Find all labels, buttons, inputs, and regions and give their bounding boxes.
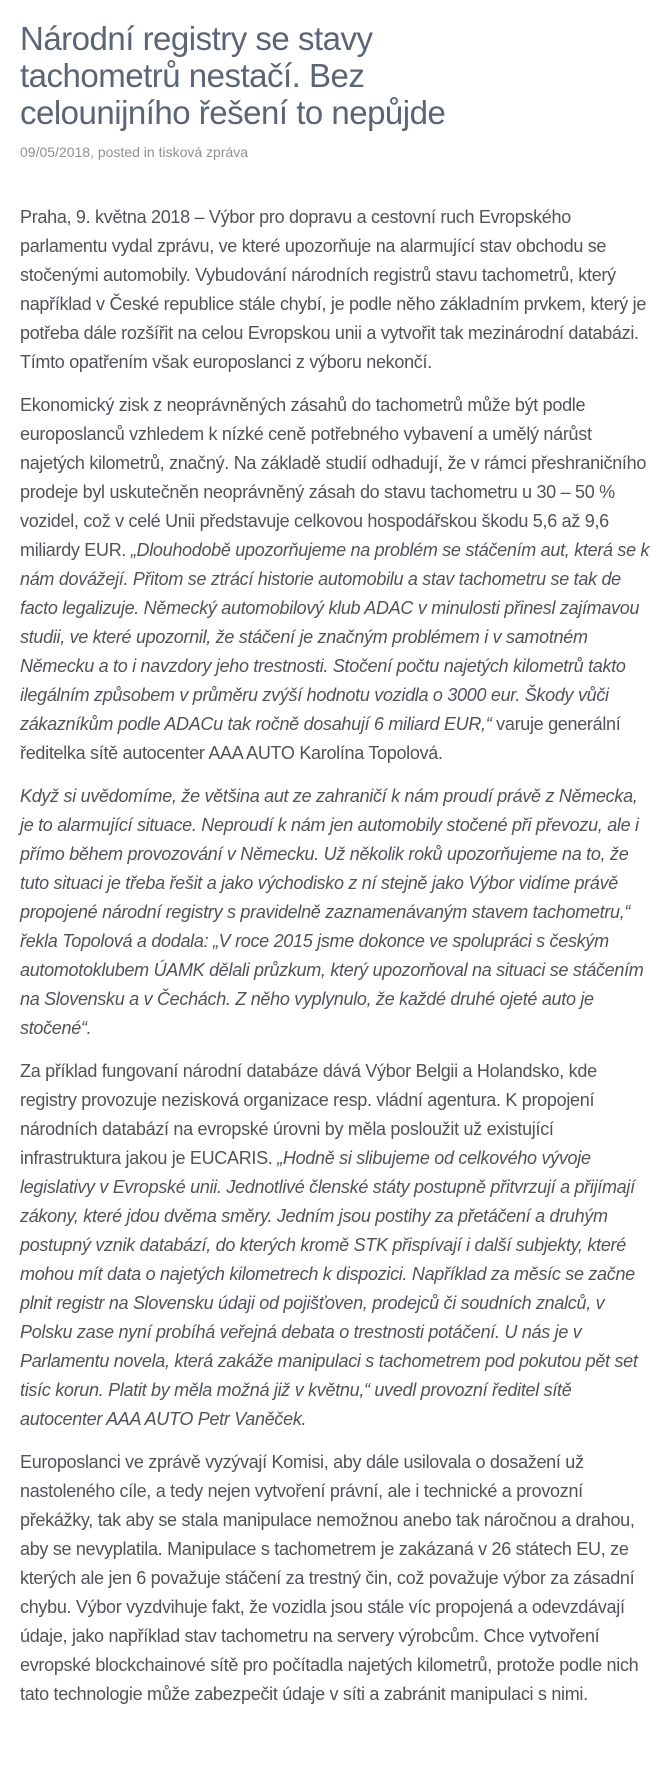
paragraph-text: Europoslanci ve zprávě vyzývají Komisi, aby dále usilovala o dosažení už nastoleného cíle, a tedy nejen vytvoření právní, ale i technické a provozní překážky, tak aby se stala manipulace nemožnou anebo tak náročnou a drahou, aby se nevyplatila. Manipulace s tachometrem je zakázaná v 26 státech EU, ze kterých ale jen 6 považuje stáčení za trestný čin, což považuje výbor za zásadní chybu. Výbor vyzdvihuje fakt, že vozidla jsou stále víc propojená a odevzdávají údaje, jako například stav tachometru na servery výrobcům. Chce vytvoření evropské blockchainové sítě pro počítadla najetých kilometrů, protože podle nich tato technologie může zabezpečit údaje v síti a zabránit manipulaci s nimi. xyxy=(20,1452,639,1704)
post-date: 09/05/2018 xyxy=(20,144,91,160)
page-title-line: celounijního řešení to nepůjde xyxy=(20,94,446,131)
article-paragraph xyxy=(20,1057,650,1434)
page-title xyxy=(20,20,650,131)
paragraph-text: Praha, 9. května 2018 – Výbor pro dopravu a cestovní ruch Evropského parlamentu vydal zprávu, ve které upozorňuje na alarmující stav obchodu se stočenými automobily. Vybudování národních registrů stavu tachometrů, který například v České republice stále chybí, je podle něho základním prvkem, který je potřeba dále rozšířit na celou Evropskou unii a vytvořit tak mezinárodní databázi. Tímto opatřením však europoslanci z výboru nekončí. xyxy=(20,207,647,372)
quote-text: „Hodně si slibujeme od celkového vývoje legislativy v Evropské unii. Jednotlivé členské státy postupně přitvrzují a přijímají zákony, které jdou dvěma směry. Jedním jsou postihy za přetáčení a druhým postupný vznik databází, do kterých kromě STK přispívají i další subjekty, které mohou mít data o najetých kilometrech k dispozici. Například za měsíc se začne plnit registr na Slovensku údaji od pojišťoven, prodejců či soudních znalců, v Polsku zase nyní probíhá veřejná debata o trestnosti potáčení. U nás je v Parlamentu novela, která zakáže manipulaci s tachometrem pod pokutou pět set tisíc korun. Platit by měla možná již v květnu,“ uvedl provozní ředitel sítě autocenter AAA AUTO Petr Vaněček. xyxy=(20,1148,638,1429)
paragraph-text: Ekonomický zisk z neoprávněných zásahů do tachometrů může být podle europoslanců vzhledem k nízké ceně potřebného vybavení a umělý nárůst najetých kilometrů, značný. Na základě studií odhadují, že v rámci přeshraničního prodeje byl uskutečněn neoprávněný zásah do stavu tachometru u 30 – 50 % vozidel, což v celé Unii představuje celkovou hospodářskou škodu 5,6 až 9,6 miliardy EUR. xyxy=(20,395,647,560)
quote-text: „Dlouhodobě upozorňujeme na problém se stáčením aut, která se k nám dovážejí. Přitom se ztrácí historie automobilu a stav tachometru se tak de facto legalizuje. Německý automobilový klub ADAC v minulosti přinesl zajímavou studii, ve které upozornil, že stáčení je značným problémem i v samotném Německu a to i navzdory jeho trestnosti. Stočení počtu najetých kilometrů takto ilegálním způsobem v průměru zvýší hodnotu vozidla o 3000 eur. Škody vůči zákazníkům podle ADACu tak ročně dosahují 6 miliard EUR,“ xyxy=(20,540,650,734)
post-meta xyxy=(20,143,650,161)
article-body xyxy=(20,203,650,1709)
paragraph-text: Za příklad fungovaní národní databáze dává Výbor Belgii a Holandsko, kde registry provozuje nezisková organizace resp. vládní agentura. K propojení národních databází na evropské úrovni by měla posloužit už existující infrastruktura jakou je EUCARIS. xyxy=(20,1061,597,1168)
article-paragraph xyxy=(20,391,650,768)
post-meta-separator: , posted in xyxy=(90,144,159,160)
article-paragraph xyxy=(20,1448,650,1709)
page-title-line: Národní registry se stavy xyxy=(20,20,373,57)
article-paragraph xyxy=(20,782,650,1043)
page-title-line: tachometrů nestačí. Bez xyxy=(20,57,365,94)
paragraph-text: varuje generální ředitelka sítě autocenter AAA AUTO Karolína Topolová. xyxy=(20,714,621,763)
quote-text: Když si uvědomíme, že většina aut ze zahraničí k nám proudí právě z Německa, je to alarmující situace. Neproudí k nám jen automobily stočené při převozu, ale i přímo během provozování v Německu. Už několik roků upozorňujeme na to, že tuto situaci je třeba řešit a jako východisko z ní stejně jako Výbor vidíme právě propojené národní registry s pravidelně zaznamenávaným stavem tachometru,“ řekla Topolová a dodala: „V roce 2015 jsme dokonce ve spolupráci s českým automotoklubem ÚAMK dělali průzkum, který upozorňoval na situaci se stáčením na Slovensku a v Čechách. Z něho vyplynulo, že každé druhé ojeté auto je stočené“. xyxy=(20,786,644,1038)
category-link[interactable]: tisková zpráva xyxy=(158,144,249,160)
article-paragraph xyxy=(20,203,650,377)
